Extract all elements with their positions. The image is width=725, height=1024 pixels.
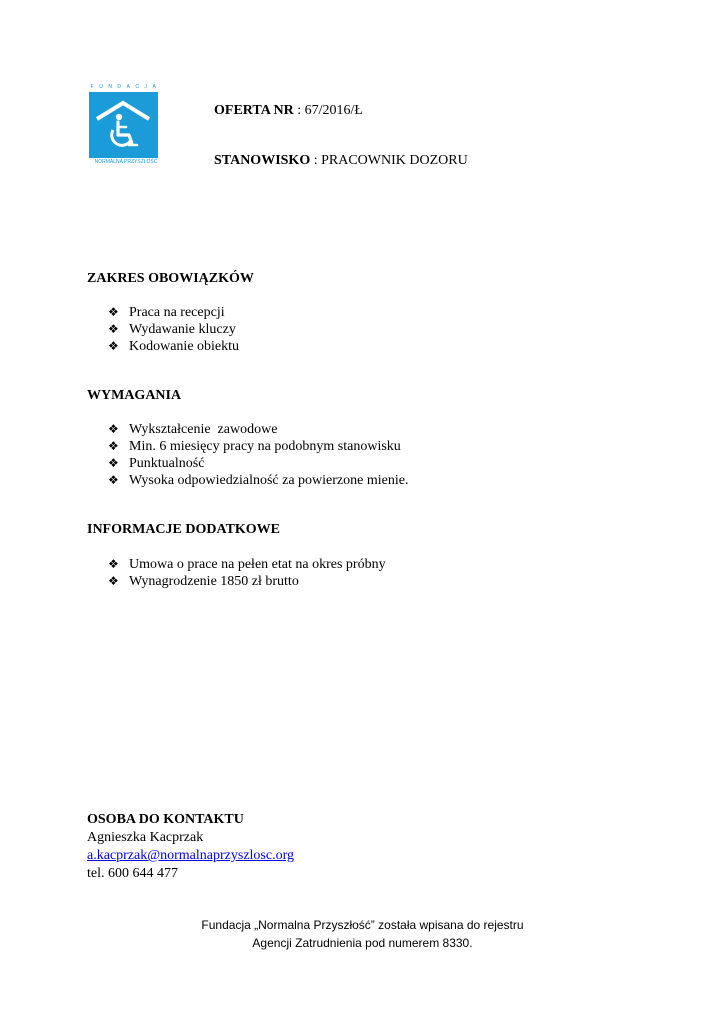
list-item-text: Umowa o prace na pełen etat na okres próbny bbox=[129, 557, 386, 572]
bullet-icon: ❖ bbox=[108, 305, 119, 319]
duties-list bbox=[108, 304, 239, 355]
offer-number-line bbox=[214, 103, 363, 119]
list-item-text: Wysoka odpowiedzialność za powierzone mienie. bbox=[129, 473, 409, 488]
logo-top-text: FUNDACJA bbox=[90, 84, 162, 90]
offer-separator: : bbox=[293, 103, 305, 118]
wheelchair-house-icon bbox=[89, 92, 158, 158]
contact-phone: tel. 600 644 477 bbox=[87, 866, 178, 881]
section-title-additional-info: INFORMACJE DODATKOWE bbox=[87, 522, 281, 537]
list-item-text: Punktualność bbox=[129, 456, 205, 471]
contact-email-link[interactable]: a.kacprzak@normalnaprzyszlosc.org bbox=[87, 848, 294, 863]
list-item-text: Wykształcenie zawodowe bbox=[129, 422, 278, 437]
list-item-text: Kodowanie obiektu bbox=[129, 339, 240, 354]
position-line bbox=[214, 153, 468, 169]
position-label: STANOWISKO bbox=[214, 153, 311, 168]
offer-label: OFERTA NR bbox=[214, 103, 294, 118]
list-item bbox=[108, 438, 408, 455]
section-title-requirements: WYMAGANIA bbox=[87, 388, 182, 403]
footer-line-2: Agencji Zatrudnienia pod numerem 8330. bbox=[252, 936, 473, 950]
list-item bbox=[108, 556, 386, 573]
bullet-icon: ❖ bbox=[108, 574, 119, 588]
list-item bbox=[108, 455, 408, 472]
list-item-text: Praca na recepcji bbox=[129, 305, 225, 320]
contact-title: OSOBA DO KONTAKTU bbox=[87, 812, 244, 827]
list-item bbox=[108, 321, 239, 338]
list-item-text: Wynagrodzenie 1850 zł brutto bbox=[129, 574, 299, 589]
bullet-icon: ❖ bbox=[108, 422, 119, 436]
additional-info-list bbox=[108, 556, 386, 590]
footer-note bbox=[0, 916, 725, 952]
list-item bbox=[108, 304, 239, 321]
bullet-icon: ❖ bbox=[108, 339, 119, 353]
bullet-icon: ❖ bbox=[108, 439, 119, 453]
list-item-text: Min. 6 miesięcy pracy na podobnym stanowisku bbox=[129, 439, 401, 454]
list-item bbox=[108, 338, 239, 355]
offer-value: 67/2016/Ł bbox=[304, 103, 363, 118]
list-item bbox=[108, 573, 386, 590]
position-value: PRACOWNIK DOZORU bbox=[321, 153, 468, 168]
bullet-icon: ❖ bbox=[108, 456, 119, 470]
list-item-text: Wydawanie kluczy bbox=[129, 322, 236, 337]
foundation-logo bbox=[86, 84, 166, 166]
bullet-icon: ❖ bbox=[108, 473, 119, 487]
contact-block bbox=[87, 811, 294, 883]
bullet-icon: ❖ bbox=[108, 322, 119, 336]
contact-name: Agnieszka Kacprzak bbox=[87, 830, 204, 845]
bullet-icon: ❖ bbox=[108, 557, 119, 571]
requirements-list bbox=[108, 421, 408, 489]
list-item bbox=[108, 472, 408, 489]
section-title-duties: ZAKRES OBOWIĄZKÓW bbox=[87, 271, 254, 286]
logo-bottom-text: NORMALNA PRZYSZŁOŚĆ bbox=[94, 159, 158, 165]
logo-box bbox=[89, 92, 158, 158]
position-separator: : bbox=[310, 153, 322, 168]
footer-line-1: Fundacja „Normalna Przyszłość” została wpisana do rejestru bbox=[201, 918, 524, 932]
list-item bbox=[108, 421, 408, 438]
